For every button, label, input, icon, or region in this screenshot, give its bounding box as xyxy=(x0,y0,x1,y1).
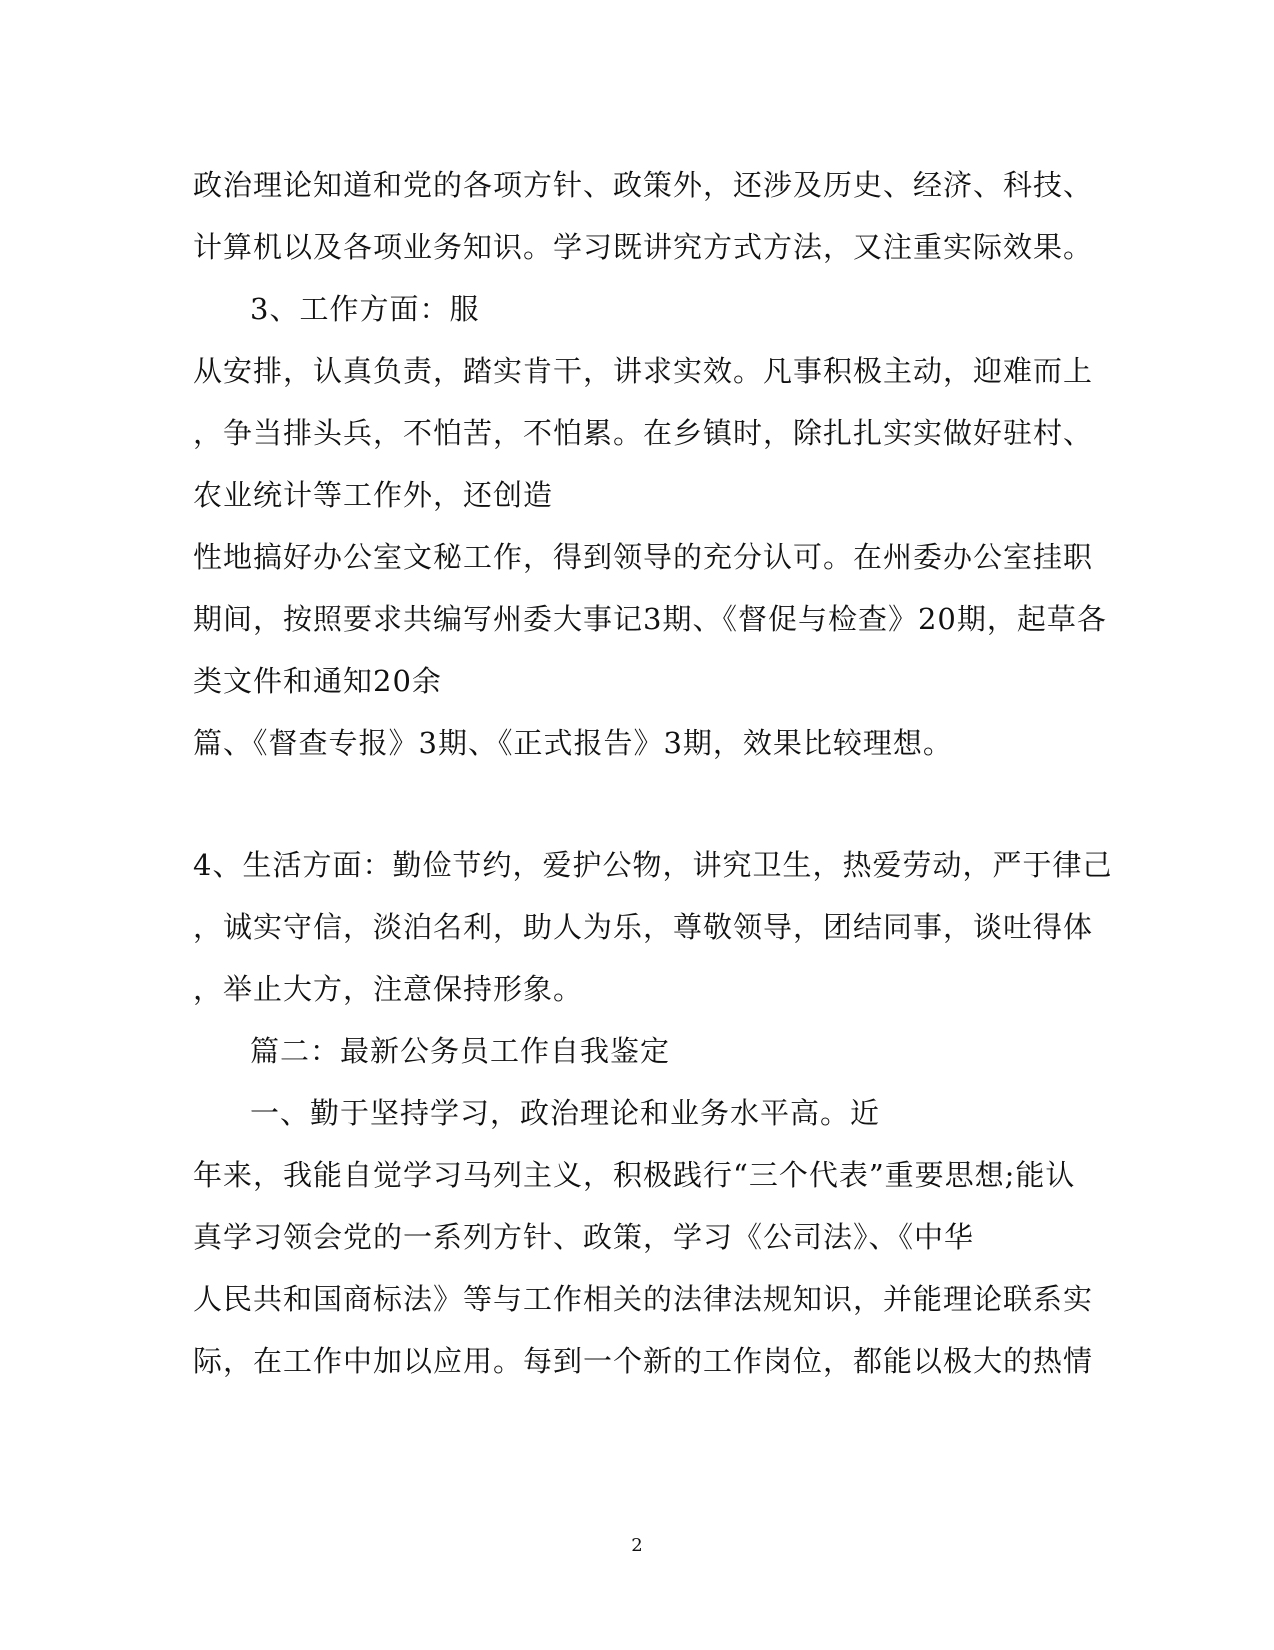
text-line: 性地搞好办公室文秘工作，得到领导的充分认可。在州委办公室挂职 xyxy=(193,540,1094,574)
text-line: 真学习领会党的一系列方针、政策，学习《公司法》、《中华 xyxy=(193,1220,975,1254)
text-line: 际，在工作中加以应用。每到一个新的工作岗位，都能以极大的热情 xyxy=(193,1344,1094,1378)
text-line: 一、勤于坚持学习，政治理论和业务水平高。近 xyxy=(250,1096,881,1130)
text-line: 4、生活方面：勤俭节约，爱护公物，讲究卫生，热爱劳动，严于律己 xyxy=(193,848,1113,882)
text-line: 年来，我能自觉学习马列主义，积极践行“三个代表”重要思想;能认 xyxy=(193,1158,1076,1192)
text-line: 从安排，认真负责，踏实肯干，讲求实效。凡事积极主动，迎难而上 xyxy=(193,354,1094,388)
text-line: 期间，按照要求共编写州委大事记3期、《督促与检查》20期，起草各 xyxy=(193,602,1107,636)
text-line: 篇、《督查专报》3期、《正式报告》3期，效果比较理想。 xyxy=(193,726,953,760)
text-line: 计算机以及各项业务知识。学习既讲究方式方法，又注重实际效果。 xyxy=(193,230,1094,264)
text-line: 政治理论知道和党的各项方针、政策外，还涉及历史、经济、科技、 xyxy=(193,168,1094,202)
text-line: ，举止大方，注意保持形象。 xyxy=(193,972,584,1006)
page-number: 2 xyxy=(631,1535,643,1556)
text-line: 类文件和通知20余 xyxy=(193,664,442,698)
text-line: ，争当排头兵，不怕苦，不怕累。在乡镇时，除扎扎实实做好驻村、 xyxy=(193,416,1094,450)
text-line: 3、工作方面：服 xyxy=(250,292,480,326)
section-heading: 篇二：最新公务员工作自我鉴定 xyxy=(250,1034,671,1068)
text-line: ，诚实守信，淡泊名利，助人为乐，尊敬领导，团结同事，谈吐得体 xyxy=(193,910,1094,944)
text-line: 农业统计等工作外，还创造 xyxy=(193,478,554,512)
text-line: 人民共和国商标法》等与工作相关的法律法规知识，并能理论联系实 xyxy=(193,1282,1094,1316)
